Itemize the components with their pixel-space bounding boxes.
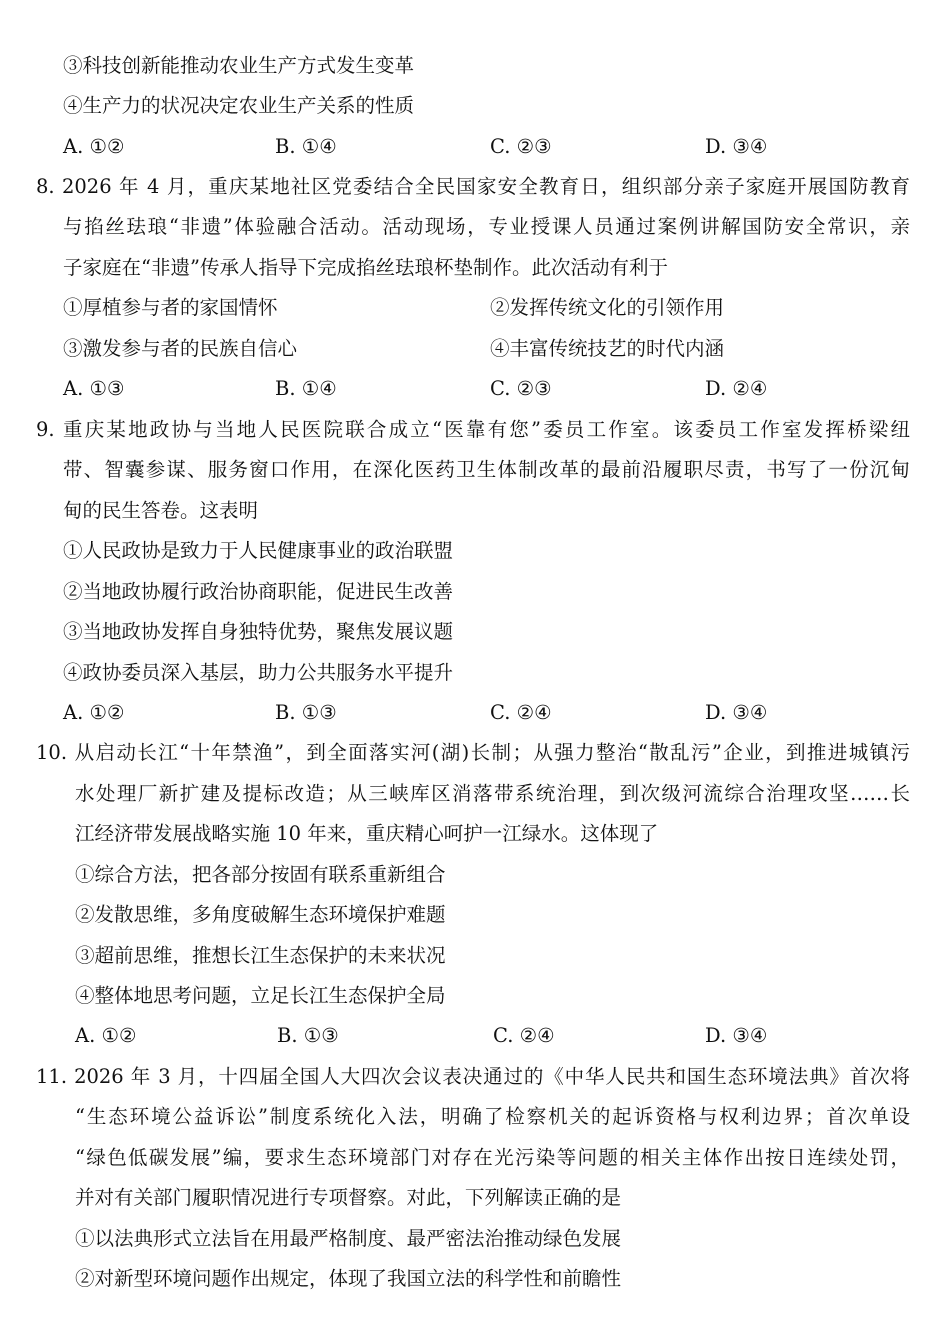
q9-stem-line-2: 带、智囊参谋、服务窗口作用，在深化医药卫生体制改革的最前沿履职尽责，书写了一份沉甸 [63, 458, 910, 481]
q10-option-a: A. ①② [75, 1024, 137, 1047]
q10-statement-2: ②发散思维，多角度破解生态环境保护难题 [75, 903, 446, 926]
q11-stem-line-3: “绿色低碳发展”编，要求生态环境部门对存在光污染等问题的相关主体作出按日连续处罚， [75, 1146, 910, 1169]
q11-stem-line-4: 并对有关部门履职情况进行专项督察。对此，下列解读正确的是 [75, 1186, 622, 1209]
q9-stem-line-3: 甸的民生答卷。这表明 [63, 499, 259, 522]
q10-option-c: C. ②④ [493, 1024, 555, 1047]
q9-option-a: A. ①② [63, 701, 125, 724]
q8-statement-4: ④丰富传统技艺的时代内涵 [490, 337, 725, 360]
q8-statement-1: ①厚植参与者的家国情怀 [63, 296, 278, 319]
q7-statement-3: ③科技创新能推动农业生产方式发生变革 [63, 54, 415, 77]
q10-option-b: B. ①③ [277, 1024, 339, 1047]
q7-option-b: B. ①④ [275, 135, 337, 158]
q9-statement-1: ①人民政协是致力于人民健康事业的政治联盟 [63, 539, 454, 562]
q8-stem-line-1: 8. 2026 年 4 月，重庆某地社区党委结合全民国家安全教育日，组织部分亲子家庭开展国防教育 [36, 175, 910, 198]
q10-statement-3: ③超前思维，推想长江生态保护的未来状况 [75, 944, 446, 967]
q11-statement-1: ①以法典形式立法旨在用最严格制度、最严密法治推动绿色发展 [75, 1227, 622, 1250]
q8-statement-3: ③激发参与者的民族自信心 [63, 337, 298, 360]
q10-statement-4: ④整体地思考问题，立足长江生态保护全局 [75, 984, 446, 1007]
q9-statement-2: ②当地政协履行政治协商职能，促进民生改善 [63, 580, 454, 603]
q10-stem-line-1: 10. 从启动长江“十年禁渔”，到全面落实河(湖)长制；从强力整治“散乱污”企业，到推进城镇污 [36, 741, 910, 764]
q7-option-c: C. ②③ [490, 135, 552, 158]
q7-option-d: D. ③④ [705, 135, 768, 158]
q8-option-a: A. ①③ [63, 377, 125, 400]
q8-statement-2: ②发挥传统文化的引领作用 [490, 296, 725, 319]
q8-stem-line-2: 与掐丝珐琅“非遗”体验融合活动。活动现场，专业授课人员通过案例讲解国防安全常识，亲 [63, 215, 910, 238]
q9-statement-3: ③当地政协发挥自身独特优势，聚焦发展议题 [63, 620, 454, 643]
q11-stem-line-2: “生态环境公益诉讼”制度系统化入法，明确了检察机关的起诉资格与权利边界；首次单设 [75, 1105, 910, 1128]
q7-statement-4: ④生产力的状况决定农业生产关系的性质 [63, 94, 415, 117]
q7-option-a: A. ①② [63, 135, 125, 158]
q10-stem-line-2: 水处理厂新扩建及提标改造；从三峡库区消落带系统治理，到次级河流综合治理攻坚……长 [75, 782, 910, 805]
q10-option-d: D. ③④ [705, 1024, 768, 1047]
q9-option-c: C. ②④ [490, 701, 552, 724]
q9-statement-4: ④政协委员深入基层，助力公共服务水平提升 [63, 661, 454, 684]
q8-stem-line-3: 子家庭在“非遗”传承人指导下完成掐丝珐琅杯垫制作。此次活动有利于 [63, 256, 668, 279]
q10-statement-1: ①综合方法，把各部分按固有联系重新组合 [75, 863, 446, 886]
q11-statement-2: ②对新型环境问题作出规定，体现了我国立法的科学性和前瞻性 [75, 1267, 622, 1290]
q8-option-b: B. ①④ [275, 377, 337, 400]
q8-option-c: C. ②③ [490, 377, 552, 400]
q9-option-b: B. ①③ [275, 701, 337, 724]
q11-stem-line-1: 11. 2026 年 3 月，十四届全国人大四次会议表决通过的《中华人民共和国生态环境法典》首次将 [36, 1065, 910, 1088]
q9-stem-line-1: 9. 重庆某地政协与当地人民医院联合成立“医靠有您”委员工作室。该委员工作室发挥桥梁纽 [36, 418, 910, 441]
q10-stem-line-3: 江经济带发展战略实施 10 年来，重庆精心呵护一江绿水。这体现了 [75, 822, 659, 845]
q9-option-d: D. ③④ [705, 701, 768, 724]
q8-option-d: D. ②④ [705, 377, 768, 400]
